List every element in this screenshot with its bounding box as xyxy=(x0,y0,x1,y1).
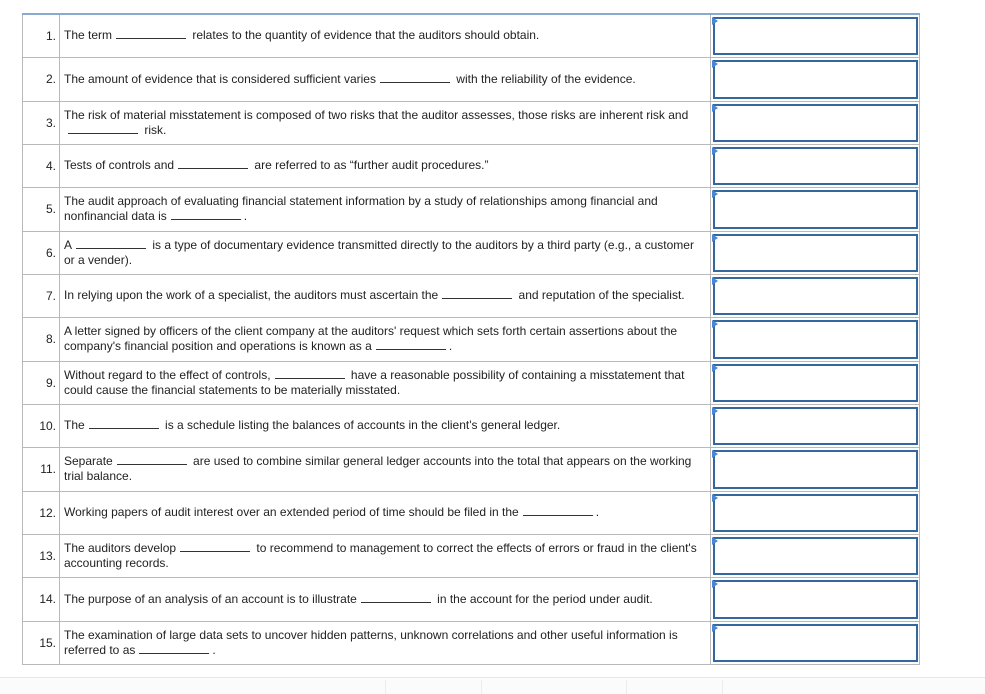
question-text-before: The purpose of an analysis of an account is to illustrate xyxy=(64,591,357,606)
question-text xyxy=(60,101,711,144)
question-text-after: . xyxy=(448,339,453,353)
question-text-before: The risk of material misstatement is composed of two risks that the auditor assesses, those risks are inherent risk and xyxy=(64,107,689,122)
blank-line xyxy=(178,167,248,169)
answer-input[interactable] xyxy=(713,147,918,185)
answer-cell xyxy=(711,491,920,534)
question-text-before: A xyxy=(64,237,73,252)
question-text-after: relates to the quantity of evidence that the auditors should obtain. xyxy=(189,28,540,43)
question-row xyxy=(23,491,920,534)
question-text-before: Tests of controls and xyxy=(64,158,175,172)
answer-cell xyxy=(711,144,920,187)
question-number: 4. xyxy=(23,144,60,187)
dropdown-marker-icon xyxy=(712,104,718,112)
question-text xyxy=(60,534,711,577)
dropdown-marker-icon xyxy=(712,407,718,415)
question-number: 11. xyxy=(23,447,60,491)
question-table xyxy=(22,13,920,665)
question-row xyxy=(23,144,920,187)
dropdown-marker-icon xyxy=(712,277,718,285)
answer-cell xyxy=(711,577,920,621)
answer-input[interactable] xyxy=(713,580,918,619)
dropdown-marker-icon xyxy=(712,60,718,68)
question-number: 9. xyxy=(23,361,60,404)
blank-line xyxy=(68,132,138,134)
answer-input[interactable] xyxy=(713,494,918,532)
blank-line xyxy=(89,427,159,429)
dropdown-marker-icon xyxy=(712,494,718,502)
question-text-after: . xyxy=(212,642,216,657)
question-row xyxy=(23,404,920,447)
question-text xyxy=(60,274,711,317)
blank-line xyxy=(76,247,146,249)
blank-line xyxy=(442,297,512,299)
question-number: 10. xyxy=(23,404,60,447)
blank-line xyxy=(275,377,345,379)
dropdown-marker-icon xyxy=(712,580,718,588)
question-text xyxy=(60,621,711,664)
question-number: 1. xyxy=(23,14,60,57)
question-row xyxy=(23,361,920,404)
question-number: 3. xyxy=(23,101,60,144)
answer-input[interactable] xyxy=(713,104,918,142)
question-row xyxy=(23,274,920,317)
question-text-after: is a type of documentary evidence transmitted directly to the auditors by a third party (e.g., a customer or a vender). xyxy=(64,237,694,267)
question-text-after: is a schedule listing the balances of accounts in the client's general ledger. xyxy=(161,418,561,432)
answer-cell xyxy=(711,57,920,101)
blank-line xyxy=(180,550,250,552)
question-text-after: have a reasonable possibility of containing a misstatement that could cause the financial statements to be materially misstated. xyxy=(64,367,685,397)
question-number: 2. xyxy=(23,57,60,101)
question-text-before: The amount of evidence that is considered sufficient varies xyxy=(64,71,376,86)
answer-input[interactable] xyxy=(713,320,918,359)
dropdown-marker-icon xyxy=(712,17,718,25)
question-text-before: Without regard to the effect of controls, xyxy=(64,367,271,382)
answer-input[interactable] xyxy=(713,234,918,272)
question-row xyxy=(23,317,920,361)
question-text-after: . xyxy=(243,209,248,223)
question-text xyxy=(60,144,711,187)
blank-line xyxy=(117,463,187,465)
question-text xyxy=(60,57,711,101)
question-text-before: The auditors develop xyxy=(64,540,177,555)
answer-cell xyxy=(711,621,920,664)
answer-cell xyxy=(711,231,920,274)
question-text-before: The xyxy=(64,418,85,432)
question-text xyxy=(60,231,711,274)
question-text-after: are referred to as “further audit procedures.” xyxy=(251,158,489,172)
question-number: 13. xyxy=(23,534,60,577)
dropdown-marker-icon xyxy=(712,190,718,198)
question-text-after: in the account for the period under audit. xyxy=(433,591,653,606)
question-number: 15. xyxy=(23,621,60,664)
answer-input[interactable] xyxy=(713,407,918,445)
dropdown-marker-icon xyxy=(712,147,718,155)
question-text xyxy=(60,404,711,447)
blank-line xyxy=(376,348,446,350)
answer-input[interactable] xyxy=(713,60,918,99)
question-row xyxy=(23,187,920,231)
question-row xyxy=(23,621,920,664)
question-text xyxy=(60,447,711,491)
question-number: 6. xyxy=(23,231,60,274)
blank-line xyxy=(361,601,431,603)
answer-cell xyxy=(711,361,920,404)
answer-input[interactable] xyxy=(713,624,918,662)
question-text-before: Working papers of audit interest over an extended period of time should be filed in the xyxy=(64,505,519,519)
question-text-after: and reputation of the specialist. xyxy=(515,288,685,302)
question-text-before: The term xyxy=(64,28,113,43)
dropdown-marker-icon xyxy=(712,320,718,328)
question-number: 7. xyxy=(23,274,60,317)
blank-line xyxy=(171,218,241,220)
dropdown-marker-icon xyxy=(712,364,718,372)
blank-line xyxy=(139,652,209,654)
question-text-before: The examination of large data sets to uncover hidden patterns, unknown correlations and other useful information is referred to as xyxy=(64,627,678,657)
answer-cell xyxy=(711,317,920,361)
question-number: 5. xyxy=(23,187,60,231)
question-text-after: with the reliability of the evidence. xyxy=(452,71,636,86)
question-row xyxy=(23,101,920,144)
question-text-before: In relying upon the work of a specialist, the auditors must ascertain the xyxy=(64,288,439,302)
blank-line xyxy=(116,37,186,39)
question-text-before: The audit approach of evaluating financial statement information by a study of relationships among financial and nonfinancial data is xyxy=(64,194,658,223)
answer-input[interactable] xyxy=(713,450,918,489)
answer-input[interactable] xyxy=(713,190,918,229)
answer-input[interactable] xyxy=(713,277,918,315)
dropdown-marker-icon xyxy=(712,234,718,242)
answer-cell xyxy=(711,404,920,447)
answer-input[interactable] xyxy=(713,364,918,402)
footer-bar xyxy=(0,677,985,694)
answer-cell xyxy=(711,14,920,57)
question-row xyxy=(23,57,920,101)
blank-line xyxy=(523,514,593,516)
blank-line xyxy=(380,81,450,83)
dropdown-marker-icon xyxy=(712,450,718,458)
question-text-after: . xyxy=(595,505,600,519)
answer-cell xyxy=(711,187,920,231)
question-number: 12. xyxy=(23,491,60,534)
question-row xyxy=(23,534,920,577)
answer-cell xyxy=(711,274,920,317)
question-text-after: to recommend to management to correct the effects of errors or fraud in the client's accounting records. xyxy=(64,540,697,570)
answer-cell xyxy=(711,101,920,144)
question-text xyxy=(60,361,711,404)
dropdown-marker-icon xyxy=(712,537,718,545)
question-row xyxy=(23,447,920,491)
answer-input[interactable] xyxy=(713,17,918,55)
question-text xyxy=(60,577,711,621)
question-list xyxy=(23,14,920,664)
answer-cell xyxy=(711,534,920,577)
question-text xyxy=(60,317,711,361)
question-row xyxy=(23,14,920,57)
question-number: 8. xyxy=(23,317,60,361)
question-row xyxy=(23,231,920,274)
question-text xyxy=(60,491,711,534)
answer-input[interactable] xyxy=(713,537,918,575)
question-text-after: risk. xyxy=(141,122,167,137)
question-text xyxy=(60,187,711,231)
question-text-after: are used to combine similar general ledger accounts into the total that appears on the working trial balance. xyxy=(64,454,692,483)
question-text-before: A letter signed by officers of the client company at the auditors' request which sets forth certain assertions about the company's financial position and operations is known as a xyxy=(64,324,678,353)
question-row xyxy=(23,577,920,621)
question-number: 14. xyxy=(23,577,60,621)
dropdown-marker-icon xyxy=(712,624,718,632)
answer-cell xyxy=(711,447,920,491)
question-text xyxy=(60,14,711,57)
question-text-before: Separate xyxy=(64,454,113,468)
